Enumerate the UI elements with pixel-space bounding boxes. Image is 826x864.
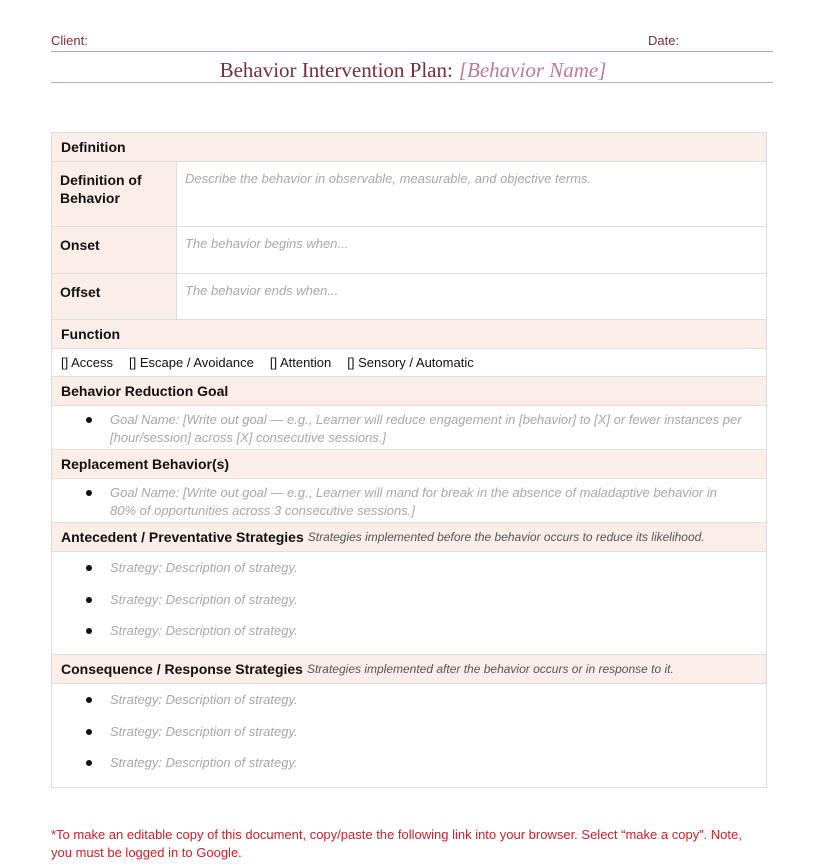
plan-table <box>51 132 767 788</box>
strategy-text[interactable]: Strategy: Description of strategy. <box>110 755 298 770</box>
onset-value[interactable]: The behavior begins when... <box>185 236 349 251</box>
consequence-title: Consequence / Response Strategies <box>61 661 303 677</box>
client-label: Client: <box>51 33 88 48</box>
bullet-icon <box>86 760 92 766</box>
header-rule-top <box>51 51 773 52</box>
date-label: Date: <box>648 33 680 48</box>
function-option-attention[interactable]: [] Attention <box>269 355 332 370</box>
reduction-goal-header <box>52 377 766 406</box>
page-title <box>0 58 826 83</box>
strategy-text[interactable]: Strategy: Description of strategy. <box>110 692 298 707</box>
offset-value[interactable]: The behavior ends when... <box>185 283 339 298</box>
bullet-icon <box>86 490 92 496</box>
bullet-icon <box>86 697 92 703</box>
definition-title: Definition <box>61 139 126 155</box>
reduction-goal-row <box>52 406 766 450</box>
title-text: Behavior Intervention Plan: <box>219 58 453 82</box>
definition-row <box>52 162 766 227</box>
antecedent-strategy-item <box>52 591 766 611</box>
consequence-note: Strategies implemented after the behavior occurs or in response to it. <box>306 662 674 676</box>
antecedent-note: Strategies implemented before the behavior occurs to reduce its likelihood. <box>307 530 705 544</box>
antecedent-strategy-item <box>52 622 766 642</box>
replacement-goal-text[interactable]: Goal Name: [Write out goal — e.g., Learner will mand for break in the absence of maladaptive behavior in 80% of opportunities across 3 consecutive sessions.] <box>110 485 717 518</box>
bullet-icon <box>86 729 92 735</box>
function-options <box>52 349 766 377</box>
consequence-strategy-item <box>52 723 766 743</box>
function-title: Function <box>61 326 121 342</box>
replacement-header <box>52 450 766 479</box>
antecedent-header <box>52 523 766 552</box>
behavior-name-placeholder[interactable]: [Behavior Name] <box>458 58 607 82</box>
onset-row <box>52 227 766 274</box>
consequence-strategies <box>52 684 766 787</box>
copy-instructions-footnote: *To make an editable copy of this document, copy/paste the following link into your browser. Select “make a copy”. Note, you must be logged in to Google. <box>51 827 742 860</box>
strategy-text[interactable]: Strategy: Description of strategy. <box>110 623 298 638</box>
function-header <box>52 320 766 349</box>
definition-of-behavior-value[interactable]: Describe the behavior in observable, measurable, and objective terms. <box>185 171 592 186</box>
definition-header <box>52 133 766 162</box>
offset-row <box>52 274 766 320</box>
bullet-icon <box>86 417 92 423</box>
reduction-goal-title: Behavior Reduction Goal <box>61 383 229 399</box>
function-option-access[interactable]: [] Access <box>61 355 114 370</box>
antecedent-title: Antecedent / Preventative Strategies <box>61 529 304 545</box>
antecedent-strategies <box>52 552 766 655</box>
definition-of-behavior-label: Definition of Behavior <box>52 162 177 226</box>
replacement-title: Replacement Behavior(s) <box>61 456 230 472</box>
function-option-escape[interactable]: [] Escape / Avoidance <box>129 355 254 370</box>
strategy-text[interactable]: Strategy: Description of strategy. <box>110 560 298 575</box>
header-rule-bottom <box>51 82 773 83</box>
consequence-strategy-item <box>52 691 766 711</box>
consequence-strategy-item <box>52 754 766 774</box>
antecedent-strategy-item <box>52 559 766 579</box>
reduction-goal-text[interactable]: Goal Name: [Write out goal — e.g., Learner will reduce engagement in [behavior] to [X] or fewer instances per [hour/session] across [X] consecutive sessions.] <box>110 412 742 445</box>
bullet-icon <box>86 628 92 634</box>
bullet-icon <box>86 597 92 603</box>
offset-label: Offset <box>52 274 177 319</box>
onset-label: Onset <box>52 227 177 273</box>
function-option-sensory[interactable]: [] Sensory / Automatic <box>347 355 474 370</box>
strategy-text[interactable]: Strategy: Description of strategy. <box>110 592 298 607</box>
consequence-header <box>52 655 766 684</box>
strategy-text[interactable]: Strategy: Description of strategy. <box>110 724 298 739</box>
replacement-goal-row <box>52 479 766 523</box>
bullet-icon <box>86 565 92 571</box>
